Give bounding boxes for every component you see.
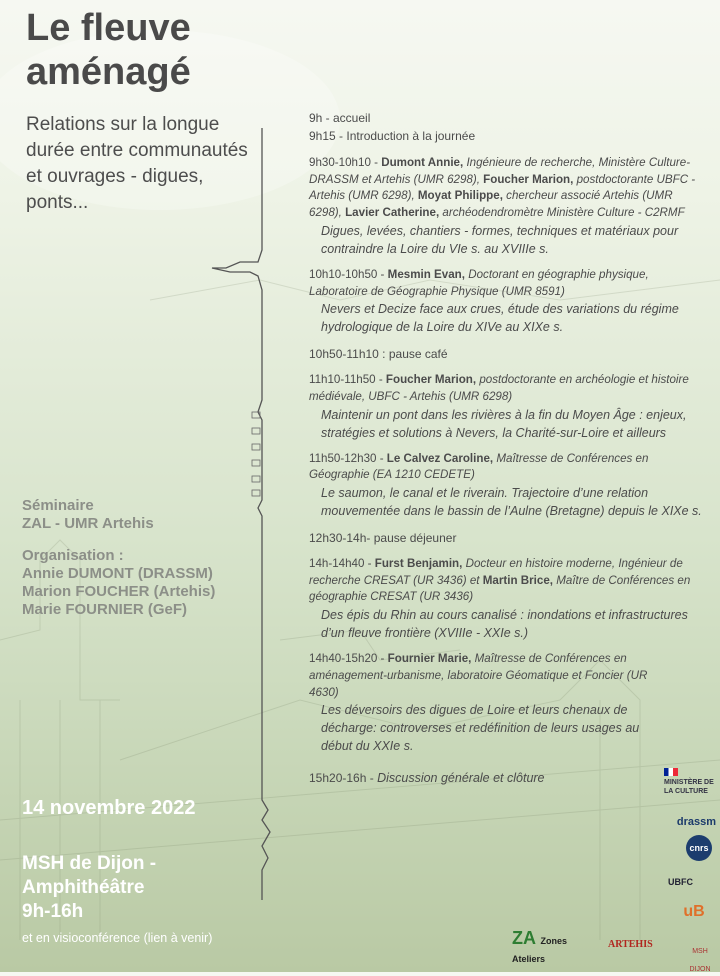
speaker-affiliation: archéodendromètre Ministère Culture - C2RMF: [439, 206, 685, 220]
talk-title: Digues, levées, chantiers - formes, techniques et matériaux pour contraindre la Loire du VIe s. au XVIIIe s.: [321, 223, 679, 256]
talk-title: Des épis du Rhin au cours canalisé : inondations et infrastructures d’un fleuve frontière (XVIIIe - XXIe s.): [321, 608, 688, 641]
speaker-name: Lavier Catherine,: [341, 206, 440, 220]
event-date: 14 novembre 2022: [22, 797, 196, 819]
speaker-name: Dumont Annie,: [381, 156, 464, 169]
program-session: [309, 372, 704, 441]
logo-ministere: MINISTÈRE DE LA CULTURE: [664, 768, 716, 796]
speaker-affiliation: Maîtresse de Conférences en aménagement-urbanisme, laboratoire Géomatique et Foncier (UR 4630): [309, 652, 648, 699]
program-session: [309, 651, 654, 755]
venue-hours: 9h-16h: [22, 901, 84, 922]
program-list: [309, 109, 704, 787]
speaker-name: Le Calvez Caroline,: [386, 451, 494, 465]
logo-drassm: drassm: [676, 816, 716, 828]
logo-zones-ateliers: ZA Zones Ateliers: [512, 928, 567, 964]
organiser-2: Marion FOUCHER (Artehis): [22, 583, 216, 600]
program-session: [309, 267, 704, 336]
logo-artehis: ARTEHIS: [608, 939, 653, 950]
logo-cnrs: cnrs: [686, 835, 712, 861]
visio-note: et en visioconférence (lien à venir): [22, 931, 213, 945]
speaker-name: Moyat Philippe,: [414, 189, 503, 203]
closing-title: Discussion générale et clôture: [377, 771, 545, 786]
program-item: 9h15 - Introduction à la journée: [309, 129, 476, 143]
speaker-name: Martin Brice,: [479, 573, 553, 587]
speaker-name: Furst Benjamin,: [374, 557, 463, 571]
logo-ub: uB: [683, 903, 705, 920]
program-session: [309, 451, 704, 520]
speaker-name: Mesmin Evan,: [387, 267, 465, 281]
speaker-name: Foucher Marion,: [385, 373, 477, 387]
venue-line-1: MSH de Dijon -: [22, 853, 157, 874]
page-title: [26, 6, 266, 94]
logo-msh: MSH DIJON: [689, 948, 711, 973]
speaker-name: Fournier Marie,: [387, 652, 472, 666]
title-line-2: aménagé: [26, 51, 191, 93]
talk-title: Les déversoirs des digues de Loire et leurs chenaux de décharge: controverses et redéfinition de leurs usages au début du XXIe s.: [321, 703, 640, 754]
session-time: 15h20-16h -: [309, 771, 378, 786]
session-time: 9h30-10h10 -: [309, 156, 382, 169]
session-time: 14h40-15h20 -: [309, 652, 388, 666]
session-time: 11h10-11h50 -: [309, 373, 386, 387]
talk-title: Maintenir un pont dans les rivières à la fin du Moyen Âge : enjeux, stratégies et solutions à Nevers, la Charité-sur-Loire et ailleurs: [321, 407, 687, 440]
logo-ubfc: UBFC: [668, 877, 693, 887]
speaker-affiliation: Maîtresse de Conférences en Géographie (EA 1210 CEDETE): [309, 451, 649, 482]
speaker-affiliation: postdoctorante UBFC - Artehis (UMR 6298),: [309, 172, 696, 203]
speaker-name: Foucher Marion,: [479, 172, 574, 186]
speaker-affiliation: Maître de Conférences en géographie CRESAT (UR 3436): [309, 573, 691, 604]
organisation-heading: Organisation :: [22, 547, 124, 564]
session-time: 11h50-12h30 -: [309, 451, 387, 465]
talk-title: Le saumon, le canal et le riverain. Trajectoire d’une relation mouvementée dans le bassin de l’Aulne (Bretagne) depuis le XIXe s.: [321, 486, 702, 519]
marianne-icon: [664, 768, 678, 776]
seminar-info: [22, 497, 154, 533]
za-mark-icon: ZA: [512, 928, 536, 948]
session-time: 10h10-10h50 -: [309, 267, 388, 281]
program-session: [309, 155, 704, 258]
program-item: 9h - accueil: [309, 111, 371, 125]
speaker-affiliation: Doctorant en géographie physique, Laboratoire de Géographie Physique (UMR 8591): [309, 267, 649, 298]
seminar-lab: ZAL - UMR Artehis: [22, 515, 154, 532]
program-item: 12h30-14h- pause déjeuner: [309, 531, 457, 546]
organiser-1: Annie DUMONT (DRASSM): [22, 565, 213, 582]
speaker-affiliation: postdoctorante en archéologie et histoire médiévale, UBFC - Artehis (UMR 6298): [309, 373, 689, 403]
program-item: [309, 769, 704, 787]
river-profile-line: [212, 128, 270, 900]
program-session: [309, 556, 704, 642]
venue-line-2: Amphithéâtre: [22, 877, 145, 898]
program-item: 10h50-11h10 : pause café: [309, 347, 448, 362]
title-line-1: Le fleuve: [26, 7, 191, 49]
session-time: 14h-14h40 -: [309, 557, 375, 571]
organisation-block: [22, 547, 215, 619]
seminar-label: Séminaire: [22, 497, 94, 514]
speaker-affiliation: Docteur en histoire moderne, Ingénieur de recherche CRESAT (UR 3436) et: [309, 557, 683, 587]
speaker-affiliation: Ingénieure de recherche, Ministère Culture-DRASSM et Artehis (UMR 6298),: [309, 156, 691, 186]
event-venue: [22, 852, 156, 924]
talk-title: Nevers et Decize face aux crues, étude des variations du régime hydrologique de la Loire du XIVe au XIXe s.: [321, 302, 679, 335]
organiser-3: Marie FOURNIER (GeF): [22, 601, 188, 618]
speaker-affiliation: chercheur associé Artehis (UMR 6298),: [309, 189, 673, 220]
subtitle: Relations sur la longue durée entre communautés et ouvrages - digues, ponts...: [26, 114, 248, 213]
